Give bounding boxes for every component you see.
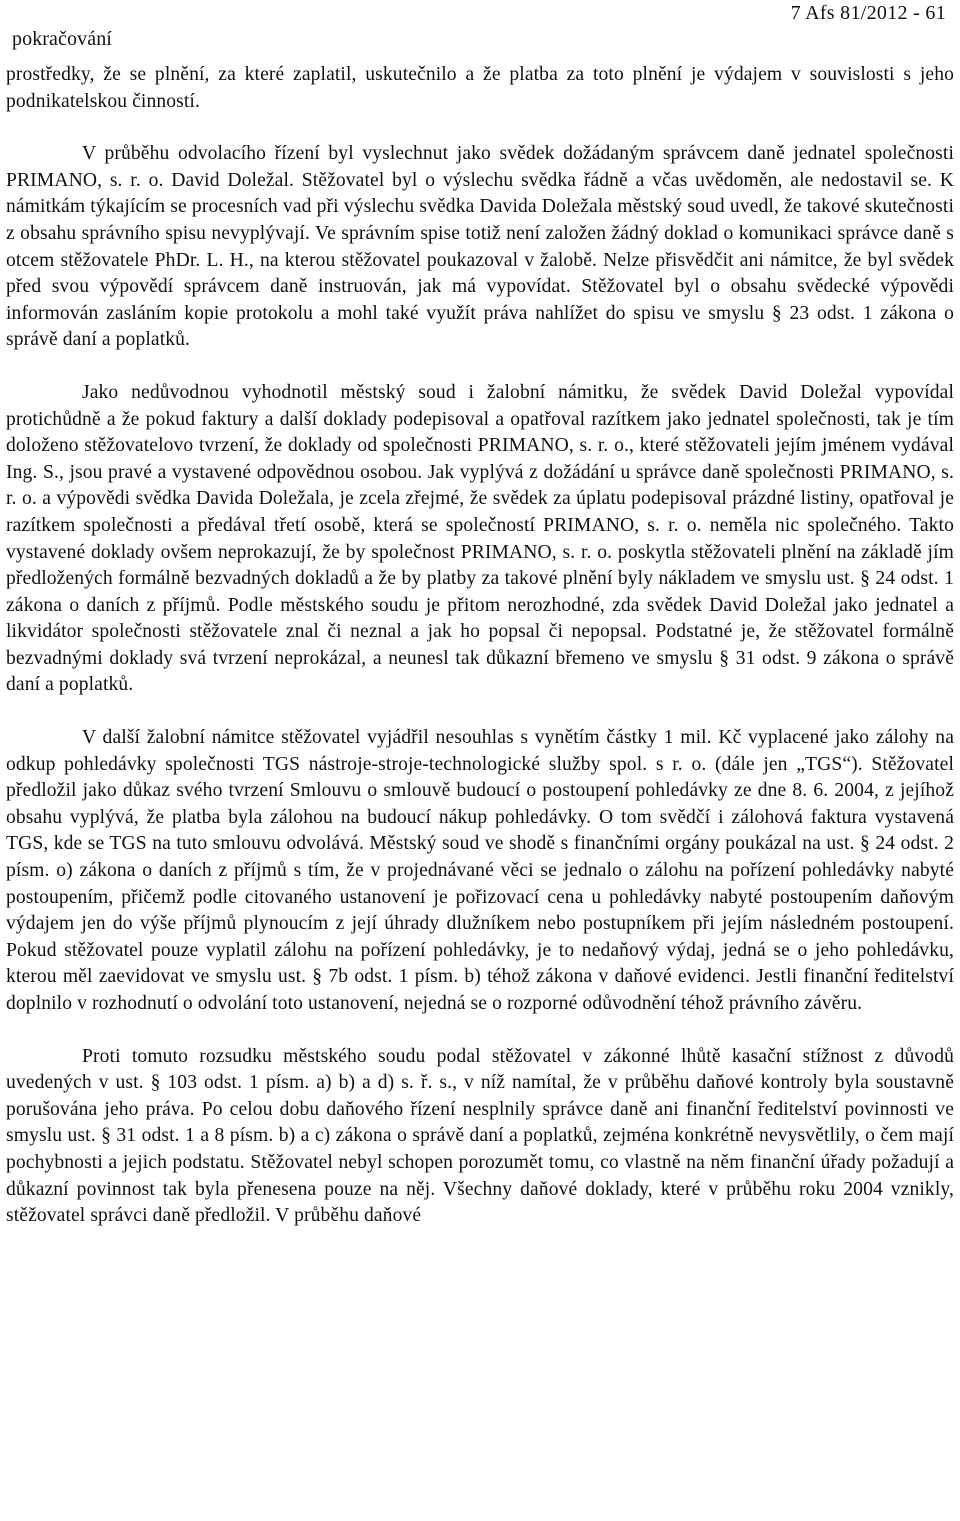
paragraph-1: prostředky, že se plnění, za které zaplatil, uskutečnilo a že platba za toto plnění je výdajem v souvislosti s jeho podnikatelskou činností. [6,64,954,112]
paragraph-5: Proti tomuto rozsudku městského soudu podal stěžovatel v zákonné lhůtě kasační stížnost z důvodů uvedených v ust. § 103 odst. 1 písm. a) b) a d) s. ř. s., v níž namítal, že v průběhu daňové kontroly byla soustavně porušována jeho práva. Po celou dobu daňového řízení nesplnily správce daně ani finanční ředitelství povinnosti ve smyslu ust. § 31 odst. 1 a 8 písm. b) a c) zákona o správě daní a poplatků, zejména konkrétně nevysvětlily, o čem mají pochybnosti a jejich podstatu. Stěžovatel nebyl schopen porozumět tomu, co vlastně na něm finanční úřady požadují a důkazní povinnost tak byla přenesena pouze na něj. Všechny daňové doklady, které v průběhu roku 2004 vznikly, stěžovatel správci daně předložil. V průběhu daňové [6,1045,954,1227]
paragraph-2: V průběhu odvolacího řízení byl vyslechnut jako svědek dožádaným správcem daně jednatel společnosti PRIMANO, s. r. o. David Doležal. Stěžovatel byl o výslechu svědka řádně a včas uvědoměn, ale nedostavil se. K námitkám týkajícím se procesních vad při výslechu svědka Davida Doležala městský soud uvedl, že takové skutečnosti z obsahu správního spisu nevyplývají. Ve správním spise totiž není založen žádný doklad o komunikaci správce daně s otcem stěžovatele PhDr. L. H., na kterou stěžovatel poukazoval v žalobě. Nelze přisvědčit ani námitce, že byl svědek před svou výpovědí správcem daně instruován, jak má vypovídat. Stěžovatel byl o obsahu svědecké výpovědi informován zasláním kopie protokolu a mohl také využít práva nahlížet do spisu ve smyslu § 23 odst. 1 zákona o správě daní a poplatků. [6,143,954,351]
case-number: 7 Afs 81/2012 - 61 [790,2,946,24]
paragraph-3: Jako nedůvodnou vyhodnotil městský soud i žalobní námitku, že svědek David Doležal vypovídal protichůdně a že pokud faktury a další doklady podepisoval a opatřoval razítkem jako jednatel společnosti, tak je tím doloženo stěžovatelovo tvrzení, že doklady od společnosti PRIMANO, s. r. o., které stěžovateli jejím jménem vydával Ing. S., jsou pravé a vystavené odpovědnou osobou. Jak vyplývá z dožádání u správce daně společnosti PRIMANO, s. r. o. a výpovědi svědka Davida Doležala, je zcela zřejmé, že svědek za úplatu podepisoval prázdné listiny, opatřoval je razítkem společnosti a předával třetí osobě, která se společností PRIMANO, s. r. o. neměla nic společného. Takto vystavené doklady ovšem neprokazují, že by společnost PRIMANO, s. r. o. poskytla stěžovateli plnění na základě jím předložených formálně bezvadných dokladů a že by platby za takové plnění byly nákladem ve smyslu ust. § 24 odst. 1 zákona o daních z příjmů. Podle městského soudu je přitom nerozhodné, zda svědek David Doležal jako jednatel a likvidátor společnosti stěžovatele znal či neznal a jak ho popsal či nepopsal. Podstatné je, že stěžovatel formálně bezvadnými doklady svá tvrzení neprokázal, a neunesl tak důkazní břemeno ve smyslu § 31 odst. 9 zákona o správě daní a poplatků. [6,381,954,696]
paragraph-4: V další žalobní námitce stěžovatel vyjádřil nesouhlas s vynětím částky 1 mil. Kč vyplacené jako zálohy na odkup pohledávky společnosti TGS nástroje-stroje-technologické služby spol. s r. o. (dále jen „TGS“). Stěžovatel předložil jako důkaz svého tvrzení Smlouvu o smlouvě budoucí o postoupení pohledávky ze dne 8. 6. 2004, z jejíhož obsahu vyplývá, že platba byla zálohou na budoucí nákup pohledávky. O tom svědčí i zálohová faktura vystavená TGS, kde se TGS na tuto smlouvu odvolává. Městský soud ve shodě s finančními orgány poukázal na ust. § 24 odst. 2 písm. o) zákona o daních z příjmů s tím, že v projednávané věci se jednalo o zálohu na pořízení pohledávky nabyté postoupením, přičemž podle citovaného ustanovení je pořizovací cena u pohledávky nabyté postoupením daňovým výdajem jen do výše příjmů plynoucím z její úhrady dlužníkem nebo postupníkem při jejím následném postoupení. Pokud stěžovatel pouze vyplatil zálohu na pořízení pohledávky, je to nedaňový výdaj, jedná se o jeho pohledávku, kterou měl zaevidovat ve smyslu ust. § 7b odst. 1 písm. b) téhož zákona v daňové evidenci. Jestli finanční ředitelství doplnilo v rozhodnutí o odvolání toto ustanovení, nejedná se o rozporné odůvodnění téhož právního závěru. [6,727,954,1014]
page-header [6,0,954,62]
continuation-label: pokračování [12,28,112,50]
